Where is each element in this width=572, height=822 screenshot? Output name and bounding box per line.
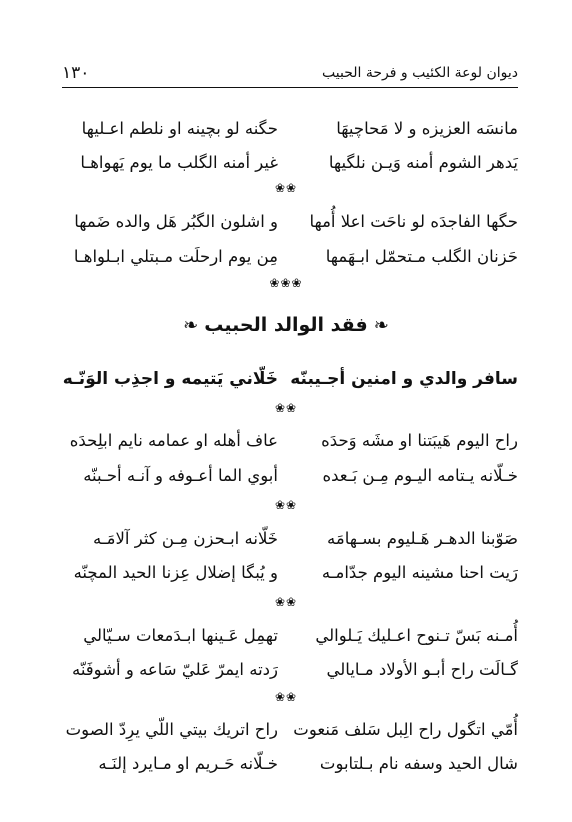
- page-header: [62, 62, 518, 84]
- verse-first-hemistich: أُمّي اتگول راح الِبل سَلف مَنعوت: [293, 720, 518, 739]
- verse-second-hemistich: خَلّانه ابـحزن مِـن كثر آلامَـه: [92, 529, 278, 548]
- verse-row: [62, 424, 518, 458]
- verse-row: [62, 556, 518, 590]
- verse-second-hemistich: حگنه لو بچينه او نلطم اعـليها: [81, 119, 278, 138]
- flower-separator-icon: ❀❀: [274, 498, 298, 512]
- section-title-text: فقد الوالد الحبيب: [204, 314, 368, 336]
- verse-row: [62, 112, 518, 146]
- header-divider: [62, 87, 518, 88]
- verse-row: [62, 146, 518, 180]
- verse-row: [62, 459, 518, 493]
- flower-separator-icon: ❀❀: [274, 595, 298, 609]
- verse-second-hemistich: خَلّاني يَتيمه و اجذِب الوَنّـه: [62, 369, 278, 389]
- ornament-icon: ❧: [373, 314, 389, 336]
- verse-row: [62, 653, 518, 687]
- book-title: ديوان لوعة الكئيب و فرحة الحبيب: [322, 65, 518, 81]
- verse-row: [62, 619, 518, 653]
- verse-row: [62, 713, 518, 747]
- verse-second-hemistich: راح اتريك بيتي اللّي يرِدّ الصوت: [65, 720, 278, 739]
- verse-second-hemistich: و اشلون الگبُر هَل والده ضَمها: [74, 212, 278, 231]
- verse-second-hemistich: خـلّانه حَـريم او مـايرد إلنَـه: [98, 754, 278, 773]
- ornament-icon: ❧: [183, 314, 199, 336]
- verse-second-hemistich: مِن يوم ارحلَت مـبتلي ابـلواهـا: [73, 247, 278, 266]
- verse-row: [62, 240, 518, 274]
- flower-separator-icon: ❀❀: [274, 401, 298, 415]
- verse-row: [62, 747, 518, 781]
- section-title: [0, 308, 572, 342]
- verse-second-hemistich: غير أمنه الگلب ما يوم يَهواهـا: [80, 153, 278, 172]
- flower-separator-icon: ❀❀❀: [269, 276, 303, 290]
- verse-first-hemistich: رَيت احنا مشينه اليوم جدّامـه: [321, 563, 518, 582]
- verse-first-hemistich: سافر والدي و امنين أجـيبنّه: [290, 369, 518, 389]
- verse-second-hemistich: رَدته ايمرّ عَليّ سَاعه و أشوفَنّه: [71, 660, 278, 679]
- opening-verse-row: [62, 362, 518, 396]
- verse-second-hemistich: تهمِل عَـينها ابـدَمعات سـيّالي: [83, 626, 278, 645]
- verse-first-hemistich: أُمـنه بَسّ تـنوح اعـليك يَـلوالي: [315, 626, 518, 645]
- verse-first-hemistich: گـالَت راح أبـو الأولاد مـايالي: [326, 660, 518, 679]
- flower-separator-icon: ❀❀: [274, 181, 298, 195]
- verse-row: [62, 522, 518, 556]
- verse-first-hemistich: حگها الفاجدَه لو ناحَت اعلا أُمها: [309, 212, 518, 231]
- verse-row: [62, 205, 518, 239]
- page-number: ١٣٠: [62, 63, 90, 83]
- verse-first-hemistich: خـلّانه يـتامه اليـوم مِـن بَـعده: [322, 466, 518, 485]
- verse-second-hemistich: أبوي الما أعـوفه و آنـه أحـبنّه: [83, 466, 278, 485]
- verse-second-hemistich: و يُبگا إضلال عِزنا الحيد المچنّه: [73, 563, 278, 582]
- verse-second-hemistich: عاف أهله او عمامه نايم ابلِحدَه: [69, 431, 278, 450]
- verse-first-hemistich: صَوّبنا الدهـر هَـليوم بسـهامَه: [327, 529, 518, 548]
- verse-first-hemistich: شال الحيد وسفه نام بـلتابوت: [319, 754, 518, 773]
- flower-separator-icon: ❀❀: [274, 690, 298, 704]
- verse-first-hemistich: يَدهر الشوم أمنه وَيـن نلگيها: [328, 153, 518, 172]
- verse-first-hemistich: مانسَه العزيزه و لا مَحاچيهَا: [336, 119, 518, 138]
- verse-first-hemistich: حَزنان الگلب مـتحمّل ابـهَمها: [325, 247, 518, 266]
- verse-first-hemistich: راح اليوم هَيبَتنا او مشَه وَحدَه: [321, 431, 518, 450]
